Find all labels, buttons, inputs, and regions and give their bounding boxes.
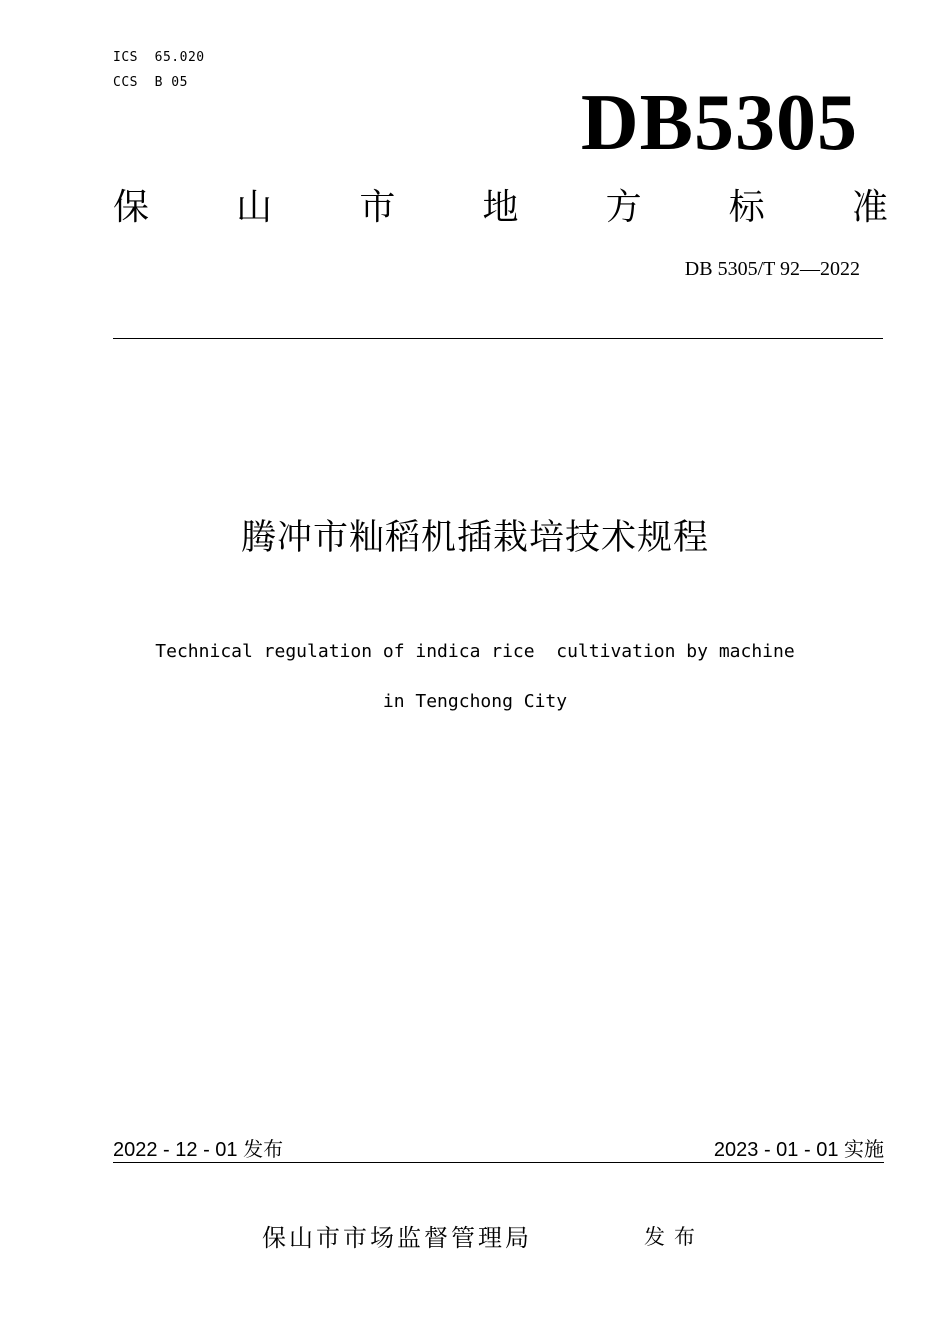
document-title-english-line-2: in Tengchong City <box>382 691 568 712</box>
standard-type-char: 保 <box>113 187 150 228</box>
standard-type-heading <box>113 183 888 233</box>
implementation-date: 2023 - 01 - 01 实施 <box>713 1139 884 1161</box>
standard-type-char: 市 <box>359 187 396 228</box>
standard-number: DB 5305/T 92—2022 <box>684 258 860 280</box>
document-title-english-line-1: Technical regulation of indica rice cultivation by machine <box>155 641 795 662</box>
issuing-authority: 保山市市场监督管理局 <box>262 1224 532 1252</box>
standard-type-char: 地 <box>482 187 519 228</box>
date-divider <box>113 1162 884 1163</box>
issued-label: 发布 <box>644 1225 704 1249</box>
ics-code: ICS 65.020 <box>113 50 205 65</box>
ccs-code: CCS B 05 <box>113 75 188 90</box>
standard-code-heading: DB5305 <box>580 79 858 167</box>
document-title-chinese: 腾冲市籼稻机插栽培技术规程 <box>240 518 709 558</box>
standard-type-char: 准 <box>851 187 888 228</box>
issue-date: 2022 - 12 - 01 发布 <box>113 1139 284 1161</box>
standard-type-char: 方 <box>605 187 642 228</box>
standard-type-char: 标 <box>728 187 765 228</box>
header-divider <box>113 338 883 339</box>
standard-type-char: 山 <box>236 187 273 228</box>
